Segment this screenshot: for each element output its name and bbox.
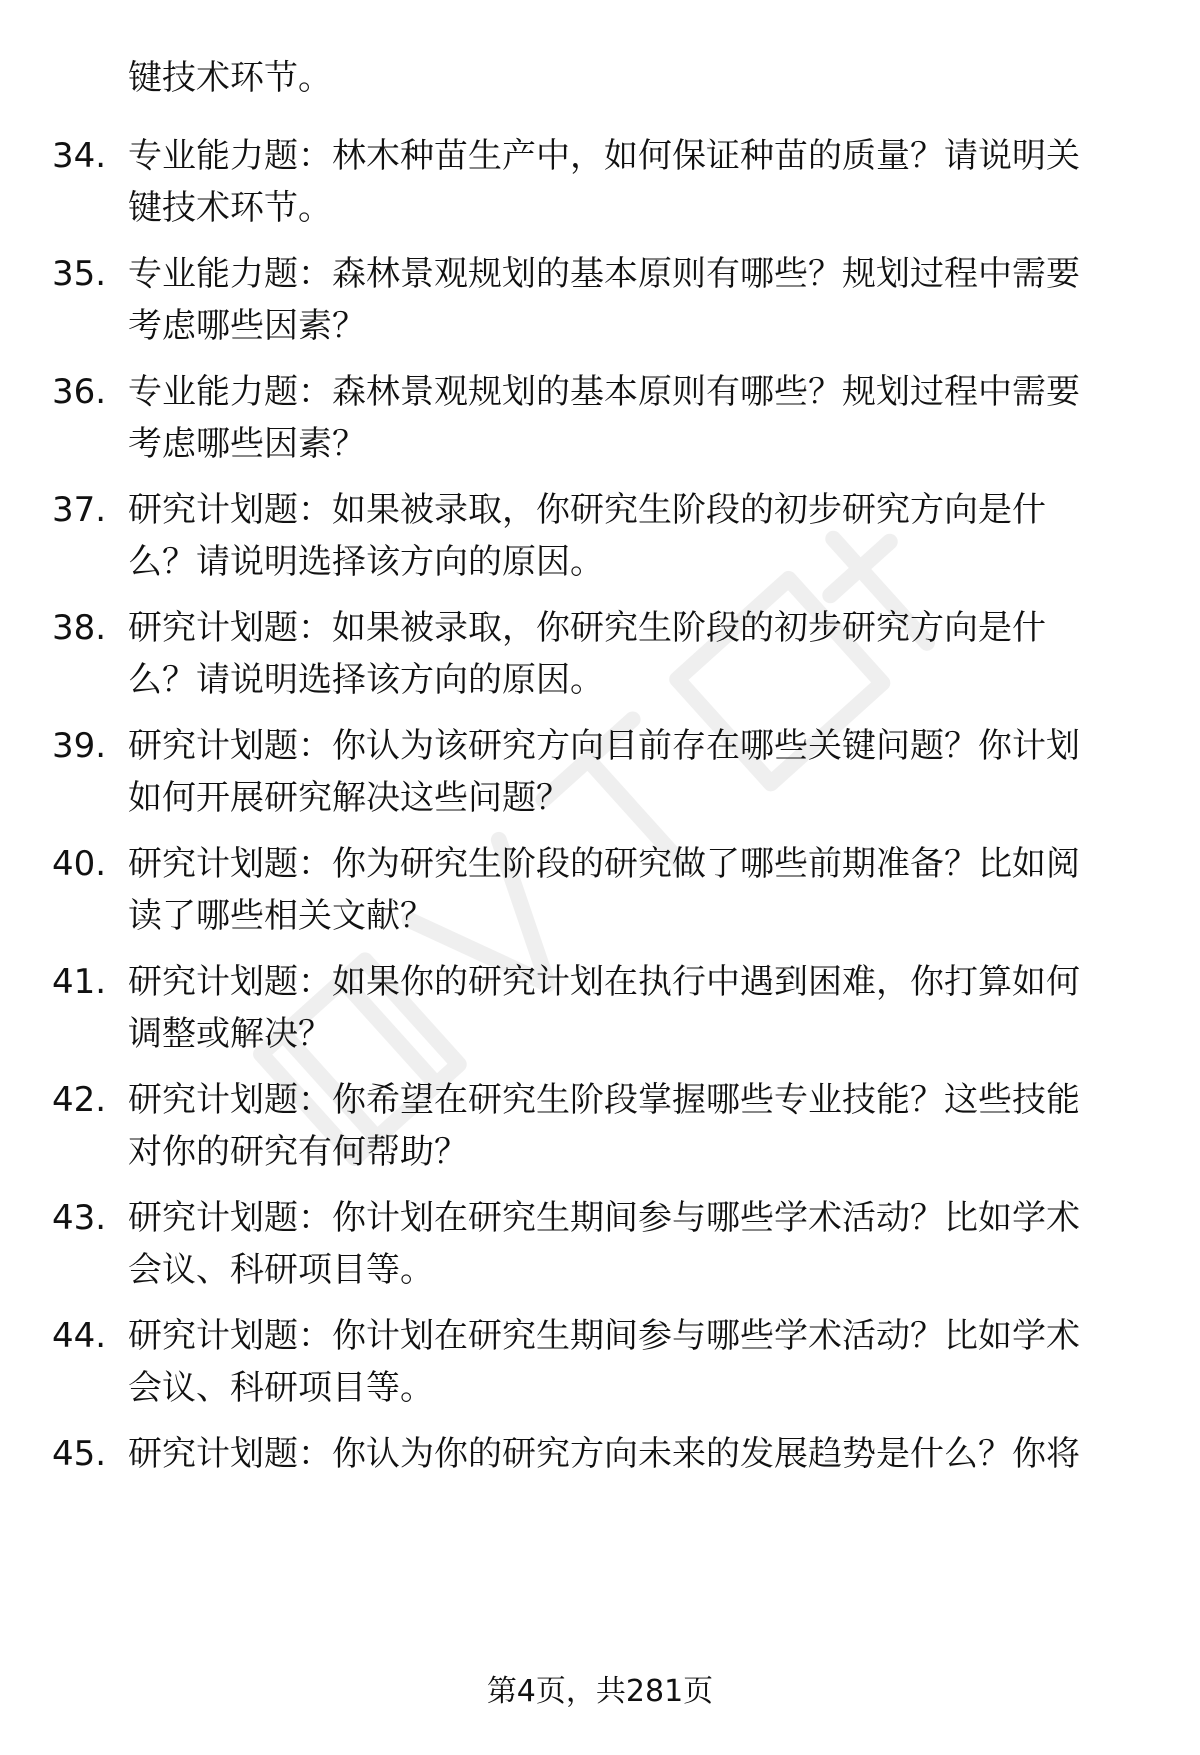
item-number-45: 45.: [52, 1434, 107, 1474]
item-41-line-1: 研究计划题：如果你的研究计划在执行中遇到困难，你打算如何: [128, 962, 1080, 1002]
item-43-line-2: 会议、科研项目等。: [128, 1250, 434, 1290]
page-footer: 第4页，共281页: [486, 1674, 714, 1709]
item-number-43: 43.: [52, 1198, 107, 1238]
item-number-38: 38.: [52, 608, 107, 648]
continued-line-1: 键技术环节。: [128, 58, 332, 98]
item-37-line-2: 么？请说明选择该方向的原因。: [128, 542, 604, 582]
item-44-line-1: 研究计划题：你计划在研究生期间参与哪些学术活动？比如学术: [128, 1316, 1080, 1356]
item-number-37: 37.: [52, 490, 107, 530]
item-39-line-1: 研究计划题：你认为该研究方向目前存在哪些关键问题？你计划: [128, 726, 1080, 766]
item-number-42: 42.: [52, 1080, 107, 1120]
item-number-39: 39.: [52, 726, 107, 766]
item-34-line-2: 键技术环节。: [128, 188, 332, 228]
item-number-41: 41.: [52, 962, 107, 1002]
item-44-line-2: 会议、科研项目等。: [128, 1368, 434, 1408]
item-number-44: 44.: [52, 1316, 107, 1356]
item-37-line-1: 研究计划题：如果被录取，你研究生阶段的初步研究方向是什: [128, 490, 1046, 530]
item-number-35: 35.: [52, 254, 107, 294]
item-35-line-1: 专业能力题：森林景观规划的基本原则有哪些？规划过程中需要: [128, 254, 1080, 294]
item-number-36: 36.: [52, 372, 107, 412]
item-36-line-1: 专业能力题：森林景观规划的基本原则有哪些？规划过程中需要: [128, 372, 1080, 412]
item-40-line-2: 读了哪些相关文献？: [128, 896, 434, 936]
item-36-line-2: 考虑哪些因素？: [128, 424, 366, 464]
item-number-40: 40.: [52, 844, 107, 884]
item-42-line-1: 研究计划题：你希望在研究生阶段掌握哪些专业技能？这些技能: [128, 1080, 1080, 1120]
item-38-line-2: 么？请说明选择该方向的原因。: [128, 660, 604, 700]
item-38-line-1: 研究计划题：如果被录取，你研究生阶段的初步研究方向是什: [128, 608, 1046, 648]
item-42-line-2: 对你的研究有何帮助？: [128, 1132, 468, 1172]
item-43-line-1: 研究计划题：你计划在研究生期间参与哪些学术活动？比如学术: [128, 1198, 1080, 1238]
item-40-line-1: 研究计划题：你为研究生阶段的研究做了哪些前期准备？比如阅: [128, 844, 1080, 884]
item-34-line-1: 专业能力题：林木种苗生产中，如何保证种苗的质量？请说明关: [128, 136, 1080, 176]
item-39-line-2: 如何开展研究解决这些问题？: [128, 778, 570, 818]
item-41-line-2: 调整或解决？: [128, 1014, 332, 1054]
item-number-34: 34.: [52, 136, 107, 176]
item-35-line-2: 考虑哪些因素？: [128, 306, 366, 346]
item-45-line-1: 研究计划题：你认为你的研究方向未来的发展趋势是什么？你将: [128, 1434, 1080, 1474]
